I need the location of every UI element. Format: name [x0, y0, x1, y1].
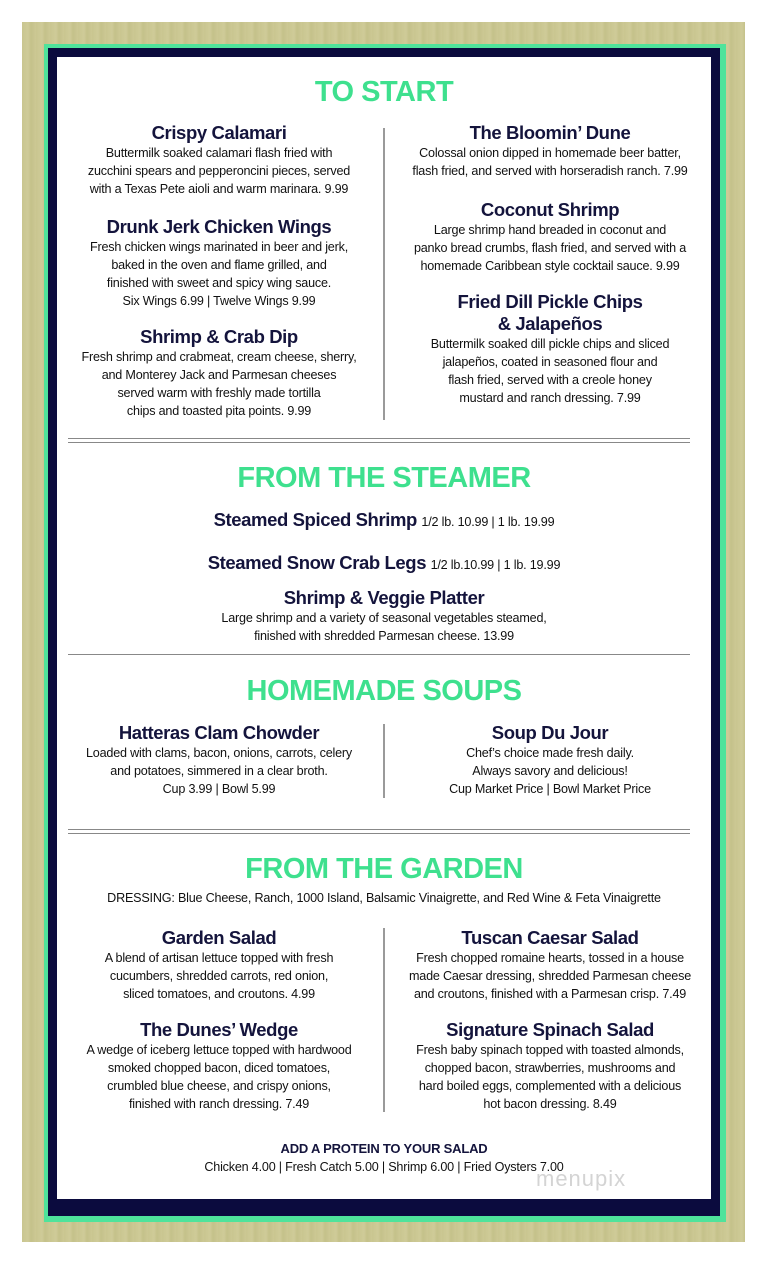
item-desc: Buttermilk soaked dill pickle chips and sliced jalapeños, coated in seasoned flour and flash fried, served with a creole honey mustard and ranch dressing. 7.99	[430, 337, 670, 405]
menu-item-garden-salad	[60, 927, 378, 1003]
item-title: Hatteras Clam Chowder	[118, 722, 320, 743]
section-title-to-start: TO START	[314, 76, 454, 108]
item-title: Crispy Calamari	[151, 122, 287, 143]
section-title-soups: HOMEMADE SOUPS	[246, 675, 522, 707]
section-divider	[68, 654, 690, 655]
item-desc: Buttermilk soaked calamari flash fried with zucchini spears and pepperoncini pieces, served with a Texas Pete aioli and warm marinara. 9.99	[87, 146, 351, 196]
menu-item-soup-du-jour	[390, 722, 710, 798]
column-divider	[383, 724, 385, 798]
item-desc: Large shrimp hand breaded in coconut and panko bread crumbs, flash fried, and served with a homemade Caribbean style cocktail sauce. 9.99	[413, 223, 687, 273]
item-title: Coconut Shrimp	[480, 199, 620, 220]
dressing-text: DRESSING: Blue Cheese, Ranch, 1000 Island, Balsamic Vinaigrette, and Red Wine & Feta Vinaigrette	[107, 891, 661, 905]
item-desc: A wedge of iceberg lettuce topped with hardwood smoked chopped bacon, diced tomatoes, crumbled blue cheese, and crispy onions, finished with ranch dressing. 7.49	[86, 1043, 352, 1111]
menu-item-fried-pickles	[390, 291, 710, 407]
section-title-steamer: FROM THE STEAMER	[237, 462, 531, 494]
item-title: The Dunes’ Wedge	[140, 1019, 298, 1040]
menu-item-clam-chowder	[60, 722, 378, 798]
item-price: 1/2 lb. 10.99 | 1 lb. 19.99	[421, 515, 555, 529]
section-divider	[68, 829, 690, 834]
item-title: Steamed Snow Crab Legs	[207, 552, 427, 573]
menu-item-crispy-calamari	[60, 122, 378, 198]
item-desc: Loaded with clams, bacon, onions, carrots, celery and potatoes, simmered in a clear broth. Cup 3.99 | Bowl 5.99	[85, 746, 352, 796]
menu-item-snow-crab	[57, 552, 711, 574]
item-title: Signature Spinach Salad	[446, 1019, 654, 1040]
section-title-garden: FROM THE GARDEN	[245, 853, 523, 885]
item-price: 1/2 lb.10.99 | 1 lb. 19.99	[430, 558, 561, 572]
dressing-list	[57, 889, 711, 907]
menu-item-coconut-shrimp	[390, 199, 710, 275]
menu-item-bloomin-dune	[390, 122, 710, 180]
item-title: Drunk Jerk Chicken Wings	[106, 216, 332, 237]
protein-options: Chicken 4.00 | Fresh Catch 5.00 | Shrimp 6.00 | Fried Oysters 7.00	[204, 1160, 564, 1174]
watermark: menupix	[536, 1166, 627, 1191]
item-desc: Fresh chicken wings marinated in beer and jerk, baked in the oven and flame grilled, and finished with sweet and spicy wing sauce. Six Wings 6.99 | Twelve Wings 9.99	[90, 240, 348, 308]
menu-item-spinach-salad	[390, 1019, 710, 1113]
menu-item-shrimp-crab-dip	[60, 326, 378, 420]
item-desc: Colossal onion dipped in homemade beer batter, flash fried, and served with horseradish ranch. 7.99	[412, 146, 688, 178]
protein-title: ADD A PROTEIN TO YOUR SALAD	[280, 1141, 488, 1156]
item-desc: Fresh baby spinach topped with toasted almonds, chopped bacon, strawberries, mushrooms and hard boiled eggs, complemented with a delicious hot bacon dressing. 8.49	[416, 1043, 684, 1111]
item-desc: Fresh chopped romaine hearts, tossed in a house made Caesar dressing, shredded Parmesan cheese and croutons, finished with a Parmesan crisp. 7.49	[408, 951, 692, 1001]
item-desc: Large shrimp and a variety of seasonal vegetables steamed, finished with shredded Parmesan cheese. 13.99	[221, 611, 547, 643]
item-desc: A blend of artisan lettuce topped with fresh cucumbers, shredded carrots, red onion, sliced tomatoes, and croutons. 4.99	[104, 951, 334, 1001]
column-divider	[383, 928, 385, 1112]
column-divider	[383, 128, 385, 420]
item-desc: Chef’s choice made fresh daily. Always savory and delicious! Cup Market Price | Bowl Market Price	[449, 746, 651, 796]
menu-item-dunes-wedge	[60, 1019, 378, 1113]
item-title: Soup Du Jour	[491, 722, 609, 743]
item-title: Shrimp & Crab Dip	[140, 326, 298, 347]
item-title: Tuscan Caesar Salad	[461, 927, 639, 948]
menu-item-caesar-salad	[390, 927, 710, 1003]
item-title: Fried Dill Pickle Chips & Jalapeños	[457, 291, 643, 334]
item-desc: Fresh shrimp and crabmeat, cream cheese, sherry, and Monterey Jack and Parmesan cheeses served warm with freshly made tortilla chips and toasted pita points. 9.99	[81, 350, 357, 418]
item-title: Steamed Spiced Shrimp	[213, 509, 417, 530]
menu-item-jerk-wings	[60, 216, 378, 310]
item-title: Garden Salad	[161, 927, 277, 948]
item-title: The Bloomin’ Dune	[469, 122, 631, 143]
item-title: Shrimp & Veggie Platter	[283, 587, 485, 608]
section-divider	[68, 438, 690, 443]
menu-item-spiced-shrimp	[57, 509, 711, 531]
menu-item-veggie-platter	[57, 587, 711, 645]
